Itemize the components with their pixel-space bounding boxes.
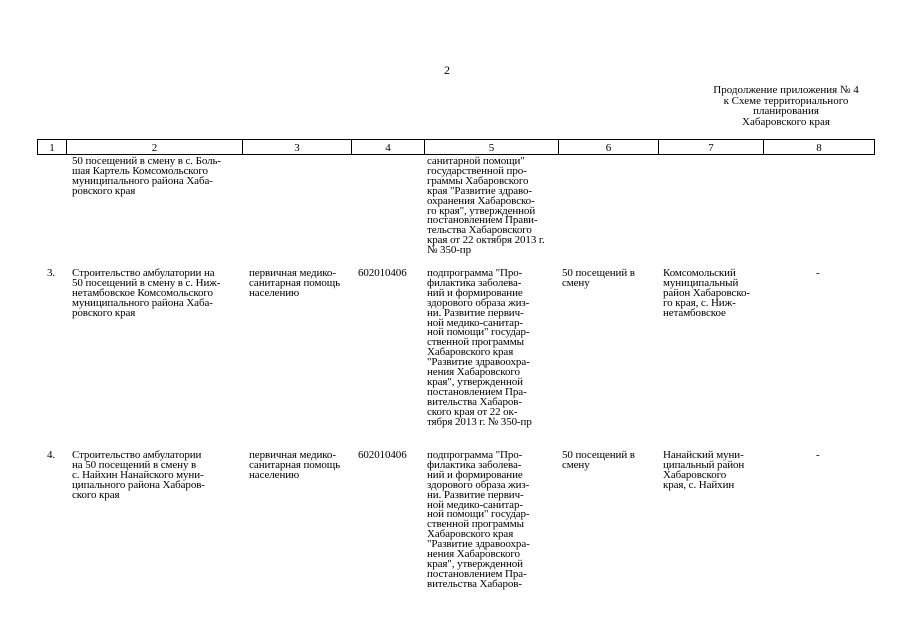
header-cell-7: 7	[658, 139, 764, 155]
program-reference: санитарной помощи" государственной про- граммы Хабаровского края "Развитие здраво- охранения Хабаровско- го края", утвержденной постановлением Прави- тельства Хабаровского края от 22 октября 2013 г. № 350-пр	[427, 155, 545, 257]
program-reference: подпрограмма "Про- филактика заболева- ний и формирование здорового образа жиз- ни. Развитие первич- ной медико-санитар- ной помощи" государ- ственной программы Хабаровского края "Развитие здравоохра- нения Хабаровского края", утвержденной постановлением Пра- вительства Хабаров-	[427, 449, 530, 590]
header-cell-6: 6	[558, 139, 659, 155]
object-capacity: 50 посещений в смену	[562, 267, 635, 289]
object-name: 50 посещений в смену в с. Боль- шая Картель Комсомольского муниципального района Хаба- ровского края	[72, 155, 221, 197]
object-code: 602010406	[358, 449, 407, 461]
header-cell-5: 5	[424, 139, 559, 155]
object-purpose: первичная медико- санитарная помощь населению	[249, 449, 340, 481]
object-purpose: первичная медико- санитарная помощь населению	[249, 267, 340, 299]
program-reference: подпрограмма "Про- филактика заболева- ний и формирование здорового образа жиз- ни. Развитие первич- ной медико-санитар- ной помощи" государ- ственной программы Хабаровского края "Развитие здравоохра- нения Хабаровского края", утвержденной постановлением Пра- вительства Хабаров- ского края от 22 ок- тября 2013 г. № 350-пр	[427, 267, 532, 428]
header-cell-4: 4	[351, 139, 425, 155]
object-location: Комсомольский муниципальный район Хабаровско- го края, с. Ниж- нетамбовское	[663, 267, 750, 319]
extra-info: -	[816, 267, 820, 279]
continuation-heading: Продолжение приложения № 4 к Схеме территориального планирования Хабаровского края	[713, 84, 859, 128]
table-header-row	[37, 139, 875, 156]
object-name: Строительство амбулатории на 50 посещений в смену в с. Ниж- нетамбовское Комсомольского муниципального района Хаба- ровского края	[72, 267, 221, 319]
object-code: 602010406	[358, 267, 407, 279]
header-cell-2: 2	[66, 139, 243, 155]
row-number: 3.	[46, 267, 56, 279]
page-number: 2	[444, 63, 450, 77]
object-name: Строительство амбулатории на 50 посещений в смену в с. Найхин Нанайского муни- ципального района Хабаров- ского края	[72, 449, 205, 501]
header-cell-1: 1	[37, 139, 67, 155]
object-location: Нанайский муни- ципальный район Хабаровского края, с. Найхин	[663, 449, 745, 491]
header-cell-3: 3	[242, 139, 352, 155]
row-number: 4.	[46, 449, 56, 461]
object-capacity: 50 посещений в смену	[562, 449, 635, 471]
header-cell-8: 8	[763, 139, 875, 155]
extra-info: -	[816, 449, 820, 461]
